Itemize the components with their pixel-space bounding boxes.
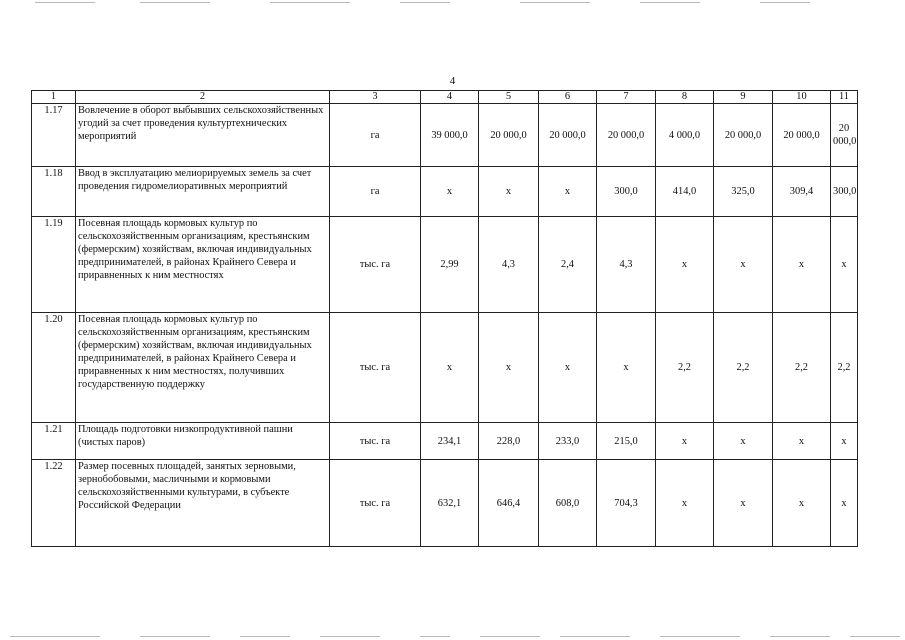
scan-artifact-bottom — [240, 636, 290, 637]
column-number: 6 — [539, 91, 597, 104]
indicator-name: Площадь подготовки низкопродуктивной пашни (чистых паров) — [76, 423, 330, 460]
value-cell: 4 000,0 — [656, 104, 714, 167]
unit-cell: тыс. га — [330, 217, 421, 313]
scan-artifact-bottom — [320, 636, 380, 637]
value-cell: 20 000,0 — [714, 104, 773, 167]
row-number: 1.21 — [32, 423, 76, 460]
table-row — [32, 313, 858, 423]
column-number-row — [32, 91, 858, 104]
value-cell: 325,0 — [714, 167, 773, 217]
value-cell: x — [714, 217, 773, 313]
scan-artifact-top — [520, 2, 590, 3]
indicator-name: Посевная площадь кормовых культур по сельскохозяйственным организациям, крестьянским (фермерским) хозяйствам, включая индивидуальных предпринимателей, в районах Крайнего Севера и приравненных к ним местностях — [76, 217, 330, 313]
scan-artifact-top — [640, 2, 700, 3]
value-cell: 2,2 — [831, 313, 858, 423]
value-cell: 39 000,0 — [421, 104, 479, 167]
column-number: 1 — [32, 91, 76, 104]
value-cell: 2,2 — [656, 313, 714, 423]
scan-artifact-top — [760, 2, 810, 3]
scan-artifact-bottom — [850, 636, 900, 637]
value-cell: 20 000,0 — [539, 104, 597, 167]
value-cell: x — [421, 313, 479, 423]
value-cell: 234,1 — [421, 423, 479, 460]
row-number: 1.17 — [32, 104, 76, 167]
unit-cell: га — [330, 167, 421, 217]
unit-cell: тыс. га — [330, 423, 421, 460]
value-cell: 20 000,0 — [597, 104, 656, 167]
value-cell: x — [539, 313, 597, 423]
value-cell: 632,1 — [421, 460, 479, 547]
value-cell: x — [773, 423, 831, 460]
scan-artifact-bottom — [770, 636, 830, 637]
value-cell: x — [714, 460, 773, 547]
scan-artifact-top — [35, 2, 95, 3]
value-cell: x — [539, 167, 597, 217]
table-row — [32, 167, 858, 217]
column-number: 8 — [656, 91, 714, 104]
value-cell: x — [831, 423, 858, 460]
row-number: 1.22 — [32, 460, 76, 547]
indicator-name: Размер посевных площадей, занятых зерновыми, зернобобовыми, масличными и кормовыми сельскохозяйственными культурами, в субъекте Российской Федерации — [76, 460, 330, 547]
row-number: 1.18 — [32, 167, 76, 217]
unit-cell: тыс. га — [330, 460, 421, 547]
row-number: 1.20 — [32, 313, 76, 423]
value-cell: 300,0 — [597, 167, 656, 217]
value-cell: x — [656, 460, 714, 547]
column-number: 11 — [831, 91, 858, 104]
value-cell: 646,4 — [479, 460, 539, 547]
column-number: 2 — [76, 91, 330, 104]
value-cell: x — [714, 423, 773, 460]
scan-artifact-bottom — [660, 636, 740, 637]
value-cell: x — [421, 167, 479, 217]
value-cell: 300,0 — [831, 167, 858, 217]
value-cell: 20 000,0 — [479, 104, 539, 167]
scan-artifact-bottom — [10, 636, 100, 637]
value-cell: 4,3 — [479, 217, 539, 313]
value-cell: x — [831, 460, 858, 547]
value-cell: 2,99 — [421, 217, 479, 313]
column-number: 10 — [773, 91, 831, 104]
value-cell: x — [773, 217, 831, 313]
unit-cell: га — [330, 104, 421, 167]
value-cell: 20 000,0 — [831, 104, 858, 167]
value-cell: 233,0 — [539, 423, 597, 460]
value-cell: 2,4 — [539, 217, 597, 313]
value-cell: x — [597, 313, 656, 423]
scan-artifact-top — [400, 2, 450, 3]
indicator-name: Ввод в эксплуатацию мелиорируемых земель за счет проведения гидромелиоративных мероприятий — [76, 167, 330, 217]
unit-cell: тыс. га — [330, 313, 421, 423]
value-cell: 2,2 — [714, 313, 773, 423]
table-row — [32, 217, 858, 313]
page-number: 4 — [449, 75, 456, 87]
scan-artifact-bottom — [480, 636, 540, 637]
value-cell: 608,0 — [539, 460, 597, 547]
value-cell: x — [479, 167, 539, 217]
value-cell: 215,0 — [597, 423, 656, 460]
value-cell: 414,0 — [656, 167, 714, 217]
value-cell: x — [656, 423, 714, 460]
value-cell: 4,3 — [597, 217, 656, 313]
row-number: 1.19 — [32, 217, 76, 313]
column-number: 9 — [714, 91, 773, 104]
table-row — [32, 423, 858, 460]
indicator-name: Посевная площадь кормовых культур по сельскохозяйственным организациям, крестьянским (фермерским) хозяйствам, включая индивидуальных предпринимателей, в районах Крайнего Севера и приравненных к ним местностях, получивших государственную поддержку — [76, 313, 330, 423]
scan-artifact-bottom — [560, 636, 630, 637]
scan-artifact-top — [140, 2, 210, 3]
value-cell: x — [656, 217, 714, 313]
column-number: 4 — [421, 91, 479, 104]
scan-artifact-bottom — [140, 636, 210, 637]
table-row — [32, 460, 858, 547]
column-number: 5 — [479, 91, 539, 104]
table-row — [32, 104, 858, 167]
column-number: 3 — [330, 91, 421, 104]
value-cell: 20 000,0 — [773, 104, 831, 167]
value-cell: x — [773, 460, 831, 547]
value-cell: x — [479, 313, 539, 423]
scan-artifact-bottom — [420, 636, 450, 637]
column-number: 7 — [597, 91, 656, 104]
value-cell: 228,0 — [479, 423, 539, 460]
value-cell: x — [831, 217, 858, 313]
value-cell: 309,4 — [773, 167, 831, 217]
indicators-table — [31, 90, 858, 547]
value-cell: 704,3 — [597, 460, 656, 547]
scan-artifact-top — [270, 2, 350, 3]
indicator-name: Вовлечение в оборот выбывших сельскохозяйственных угодий за счет проведения культуртехнических мероприятий — [76, 104, 330, 167]
value-cell: 2,2 — [773, 313, 831, 423]
